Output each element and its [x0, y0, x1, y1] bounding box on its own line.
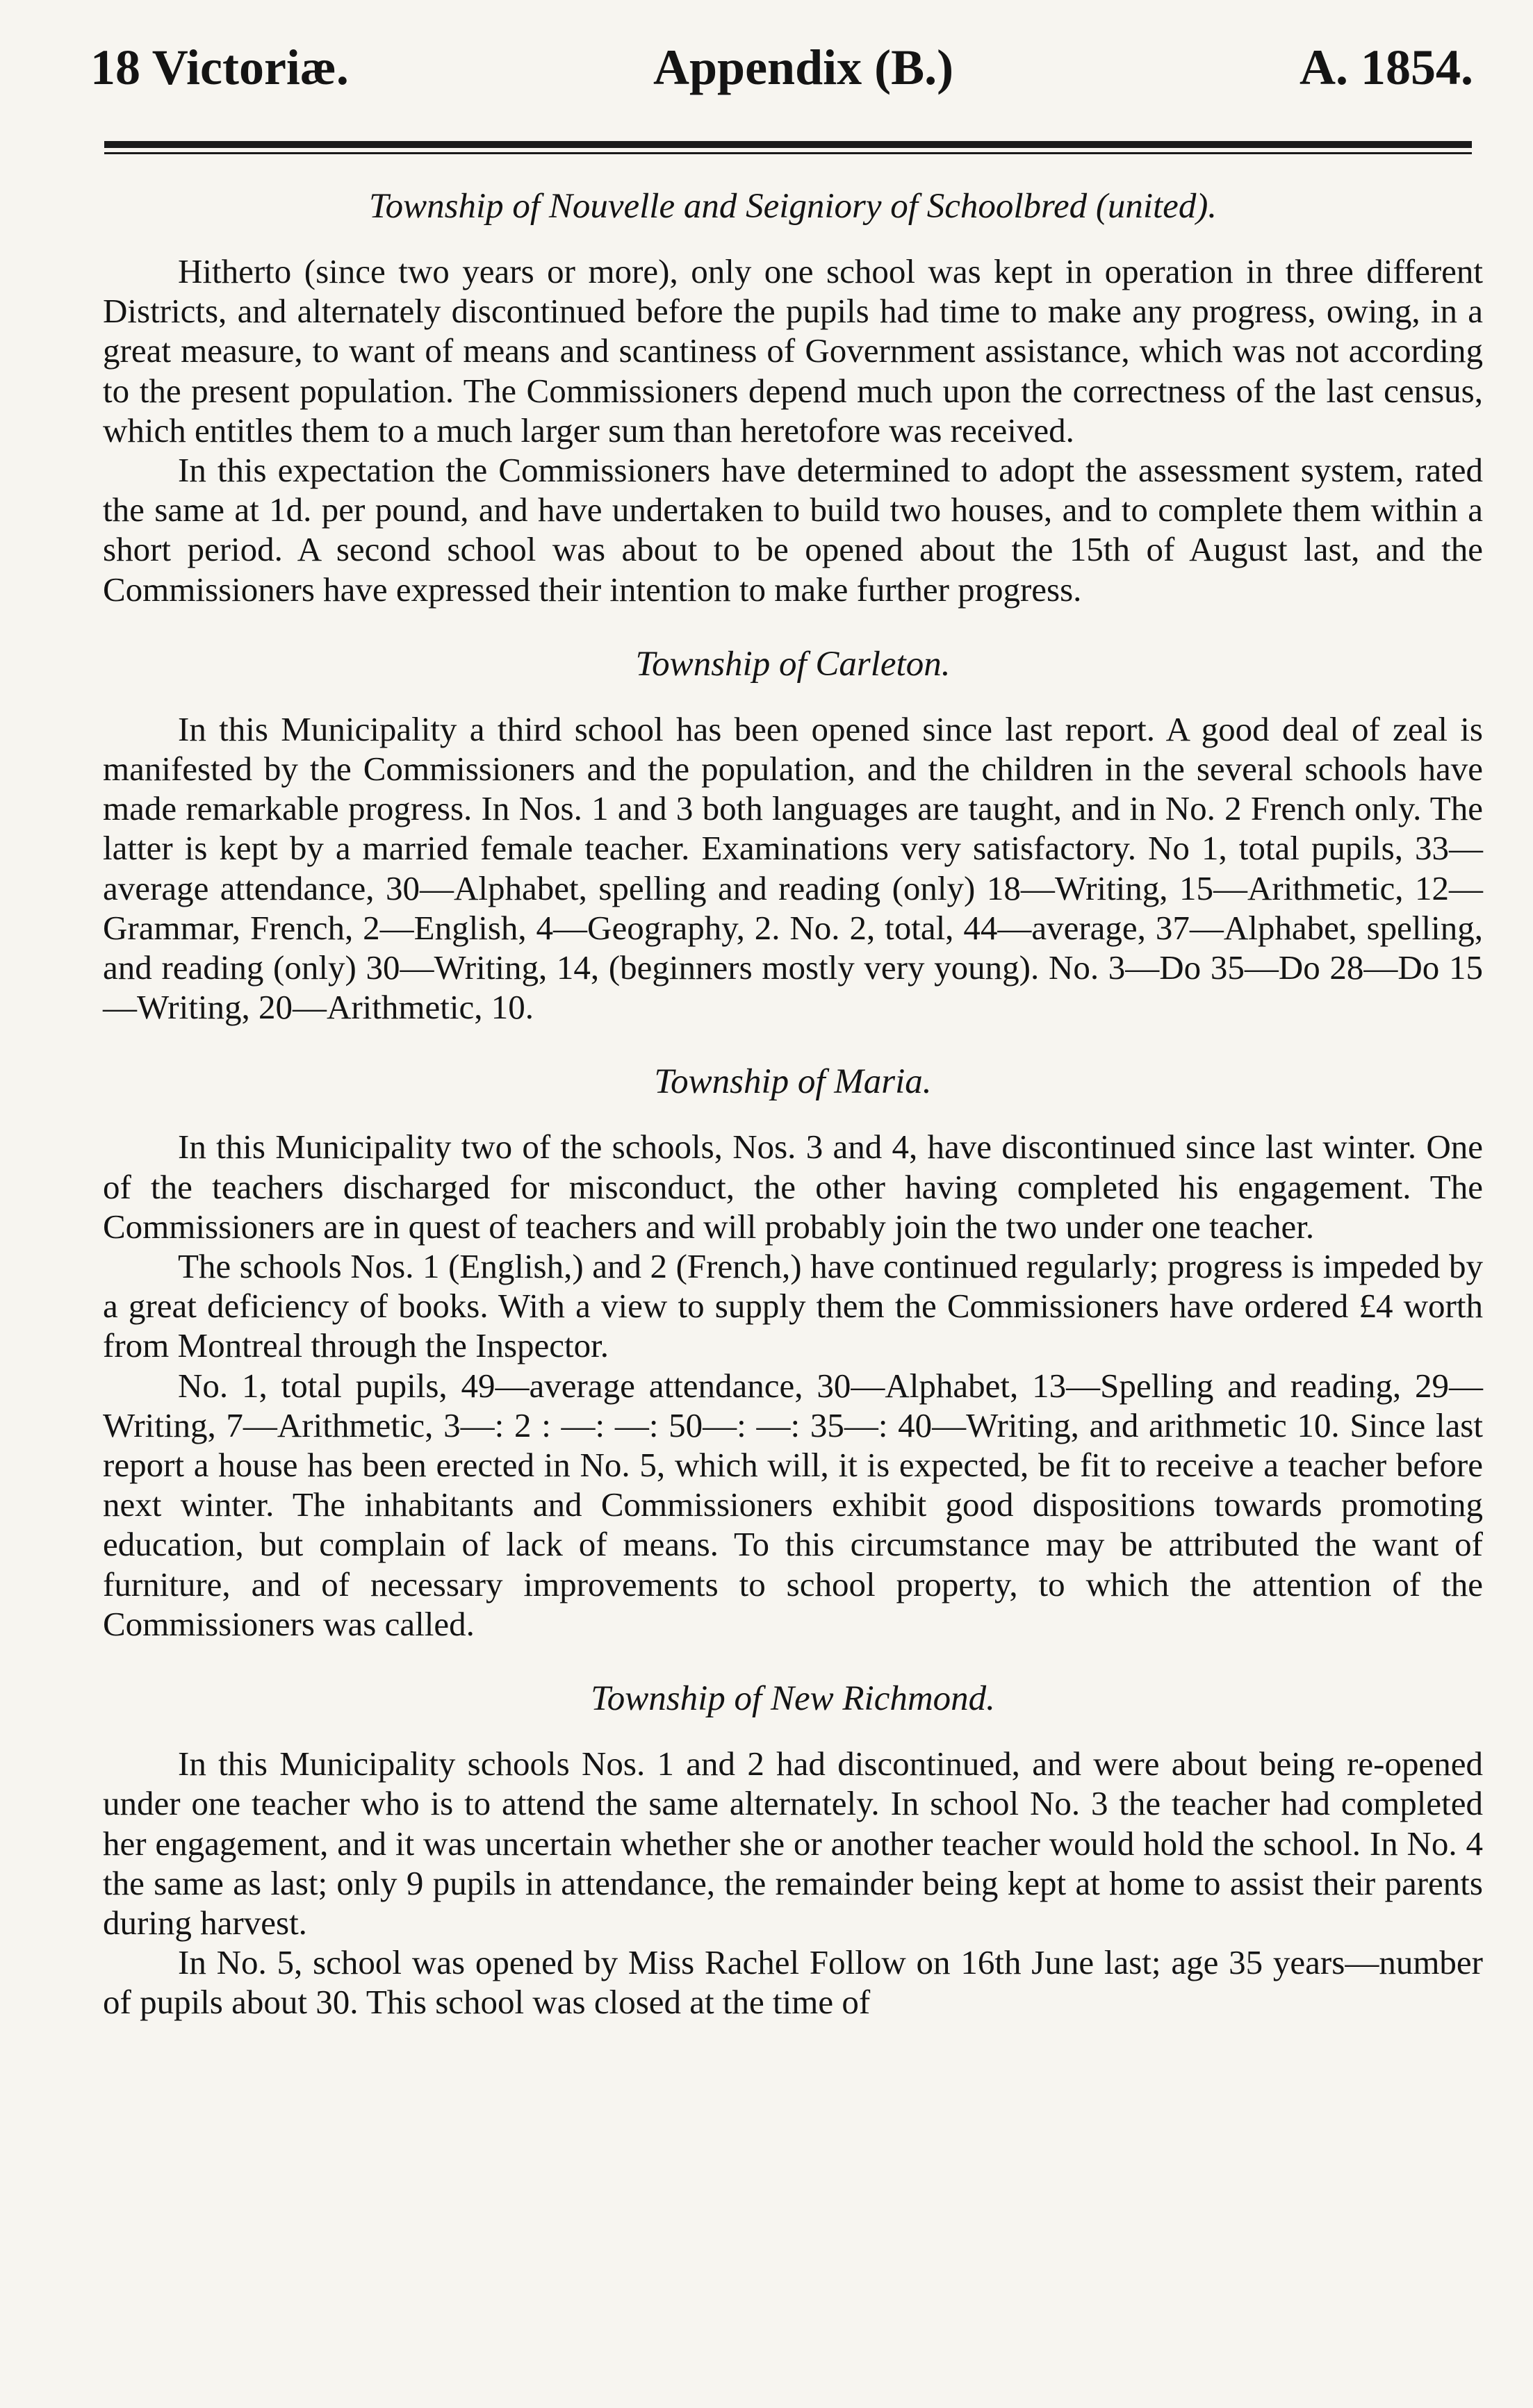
- section-maria: [103, 1057, 1483, 1644]
- section-heading: Township of Nouvelle and Seigniory of Schoolbred (united).: [368, 187, 1218, 226]
- paragraph: In this Municipality a third school has been opened since last report. A good deal of zeal is manifested by the Commissioners and the population, and the children in the several schools have made remarkable progress. In Nos. 1 and 3 both languages are taught, and in No. 2 French only. The latter is kept by a married female teacher. Examinations very satisfactory. No 1, total pupils, 33—average attendance, 30—Alphabet, spelling and reading (only) 18—Writing, 15—Arithmetic, 12—Grammar, French, 2—English, 4—Geography, 2. No. 2, total, 44—average, 37—Alphabet, spelling, and reading (only) 30—Writing, 14, (beginners mostly very young). No. 3—Do 35—Do 28—Do 15—Writing, 20—Arithmetic, 10.: [103, 709, 1483, 1027]
- section-heading: Township of New Richmond.: [591, 1679, 995, 1719]
- header-appendix: Appendix (B.): [653, 40, 954, 95]
- header-rule-thick: [104, 141, 1472, 148]
- section-carleton: [103, 640, 1483, 1028]
- paragraph: In No. 5, school was opened by Miss Rachel Follow on 16th June last; age 35 years—number of pupils about 30. This school was closed at the time of: [103, 1943, 1483, 2022]
- paragraph: In this Municipality two of the schools, Nos. 3 and 4, have discontinued since last winter. One of the teachers discharged for misconduct, the other having completed his engagement. The Commissioners are in quest of teachers and will probably join the two under one teacher.: [103, 1128, 1483, 1246]
- header-year: A. 1854.: [1300, 40, 1473, 95]
- section-heading: Township of Maria.: [654, 1062, 932, 1102]
- paragraph: The schools Nos. 1 (English,) and 2 (French,) have continued regularly; progress is impeded by a great deficiency of books. With a view to supply them the Commissioners have ordered £4 worth from Montreal through the Inspector.: [103, 1247, 1483, 1365]
- section-new-richmond: [103, 1674, 1483, 2022]
- page-header: [90, 29, 1473, 113]
- paragraph: In this Municipality schools Nos. 1 and 2 had discontinued, and were about being re-opened under one teacher who is to attend the same alternately. In school No. 3 the teacher had completed her engagement, and it was uncertain whether she or another teacher would hold the school. In No. 4 the same as last; only 9 pupils in attendance, the remainder being kept at home to assist their parents during harvest.: [103, 1745, 1483, 1942]
- paragraph: No. 1, total pupils, 49—average attendance, 30—Alphabet, 13—Spelling and reading, 29—Writing, 7—Arithmetic, 3—: 2 : —: —: 50—: —: 35—: 40—Writing, and arithmetic 10. Since last report a house has been erected in No. 5, which will, it is expected, be fit to receive a teacher before next winter. The inhabitants and Commissioners exhibit good dispositions towards promoting education, but complain of lack of means. To this circumstance may be attributed the want of furniture, and of necessary improvements to school property, to which the attention of the Commissioners was called.: [103, 1366, 1483, 1643]
- section-heading: Township of Carleton.: [635, 644, 951, 684]
- section-nouvelle-schoolbred: [103, 182, 1483, 609]
- paragraph: In this expectation the Commissioners have determined to adopt the assessment system, rated the same at 1d. per pound, and have undertaken to build two houses, and to complete them within a short period. A second school was about to be opened about the 15th of August last, and the Commissioners have expressed their intention to make further progress.: [103, 451, 1483, 609]
- header-session: 18 Victoriæ.: [90, 40, 349, 95]
- header-rule-thin: [104, 152, 1472, 154]
- page-body: [103, 182, 1483, 2053]
- paragraph: Hitherto (since two years or more), only one school was kept in operation in three different Districts, and alternately discontinued before the pupils had time to make any progress, owing, in a great measure, to want of means and scantiness of Government assistance, which was not according to the present population. The Commissioners depend much upon the correctness of the last census, which entitles them to a much larger sum than heretofore was received.: [103, 252, 1483, 450]
